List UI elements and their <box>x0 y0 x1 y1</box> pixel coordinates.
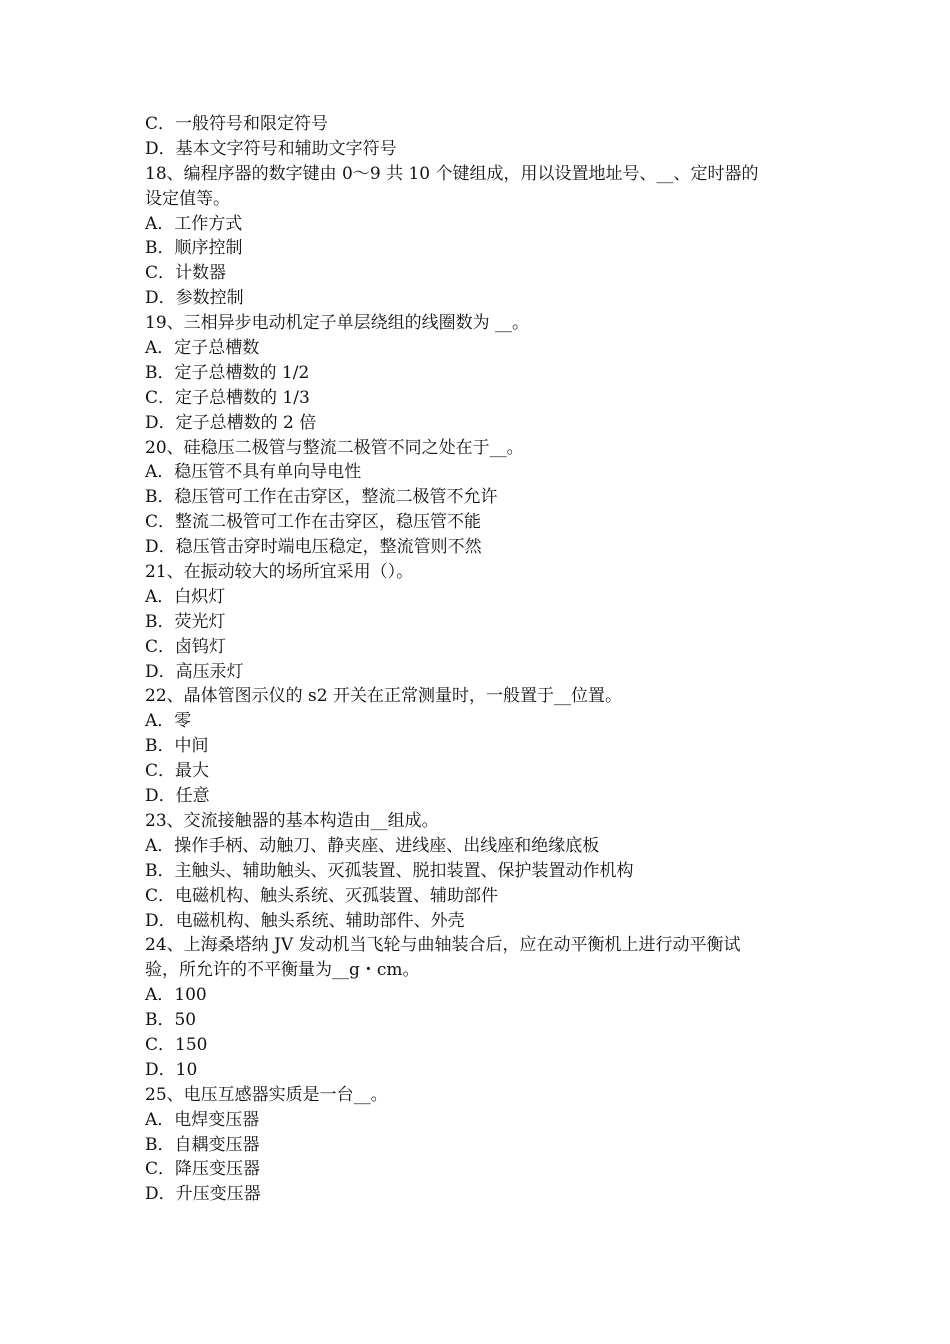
option-a: A．操作手柄、动触刀、静夹座、进线座、出线座和绝缘底板 <box>145 835 600 856</box>
option-d: D．参数控制 <box>145 288 244 309</box>
document-page <box>145 112 825 1207</box>
question-19 <box>145 311 825 435</box>
option-c: C．定子总槽数的 1/3 <box>145 387 310 408</box>
question-25 <box>145 1083 825 1207</box>
option-a: A．100 <box>145 985 207 1006</box>
question-20 <box>145 436 825 560</box>
option-c: C．最大 <box>145 761 210 782</box>
question-text: 设定值等。 <box>145 188 230 209</box>
question-21 <box>145 560 825 684</box>
option-c: C．计数器 <box>145 263 227 284</box>
option-d: D．电磁机构、触头系统、辅助部件、外壳 <box>145 910 465 931</box>
option-c: C．电磁机构、触头系统、灭孤装置、辅助部件 <box>145 885 499 906</box>
option-a: A．白炽灯 <box>145 586 226 607</box>
option-b: B．50 <box>145 1010 197 1031</box>
option-c: C．150 <box>145 1034 208 1055</box>
option-d: D．升压变压器 <box>145 1184 261 1205</box>
question-text: 20、硅稳压二极管与整流二极管不同之处在于__。 <box>145 437 524 458</box>
option-c: C．整流二极管可工作在击穿区，稳压管不能 <box>145 512 482 533</box>
option-a: A．零 <box>145 711 192 732</box>
option-c: C．卤钨灯 <box>145 636 227 657</box>
question-text: 25、电压互感器实质是一台__。 <box>145 1084 388 1105</box>
question-text: 21、在振动较大的场所宜采用（）。 <box>145 562 414 583</box>
option-b: B．顺序控制 <box>145 238 243 259</box>
option-a: A．稳压管不具有单向导电性 <box>145 462 362 483</box>
option-d: D．稳压管击穿时端电压稳定，整流管则不然 <box>145 537 482 558</box>
question-18 <box>145 162 825 311</box>
question-24 <box>145 933 825 1082</box>
option-d: D．高压汞灯 <box>145 661 244 682</box>
option-b: B．中间 <box>145 736 209 757</box>
option-b: B．定子总槽数的 1/2 <box>145 362 310 383</box>
option-a: A．工作方式 <box>145 213 243 234</box>
question-22 <box>145 684 825 808</box>
question-text: 19、三相异步电动机定子单层绕组的线圈数为 __。 <box>145 313 530 334</box>
option-d: D．10 <box>145 1059 198 1080</box>
option-b: B．自耦变压器 <box>145 1134 260 1155</box>
question-text: 24、上海桑塔纳 JV 发动机当飞轮与曲轴装合后，应在动平衡机上进行动平衡试 <box>145 935 741 956</box>
question-text: 验，所允许的不平衡量为__g・cm。 <box>145 960 420 981</box>
question-23 <box>145 809 825 933</box>
question-text: 22、晶体管图示仪的 s2 开关在正常测量时，一般置于__位置。 <box>145 686 622 707</box>
option-line: C．一般符号和限定符号 <box>145 114 329 134</box>
option-a: A．定子总槽数 <box>145 338 260 359</box>
option-b: B．主触头、辅助触头、灭孤装置、脱扣装置、保护装置动作机构 <box>145 860 634 881</box>
question-text: 23、交流接触器的基本构造由__组成。 <box>145 810 439 831</box>
option-c: C．降压变压器 <box>145 1159 261 1180</box>
option-a: A．电焊变压器 <box>145 1109 260 1130</box>
option-line: D．基本文字符号和辅助文字符号 <box>145 138 397 159</box>
question-text: 18、编程序器的数字键由 0～9 共 10 个键组成，用以设置地址号、__、定时器的 <box>145 163 759 184</box>
option-b: B．荧光灯 <box>145 611 226 632</box>
option-b: B．稳压管可工作在击穿区，整流二极管不允许 <box>145 487 498 508</box>
option-d: D．定子总槽数的 2 倍 <box>145 412 317 433</box>
option-d: D．任意 <box>145 786 210 807</box>
